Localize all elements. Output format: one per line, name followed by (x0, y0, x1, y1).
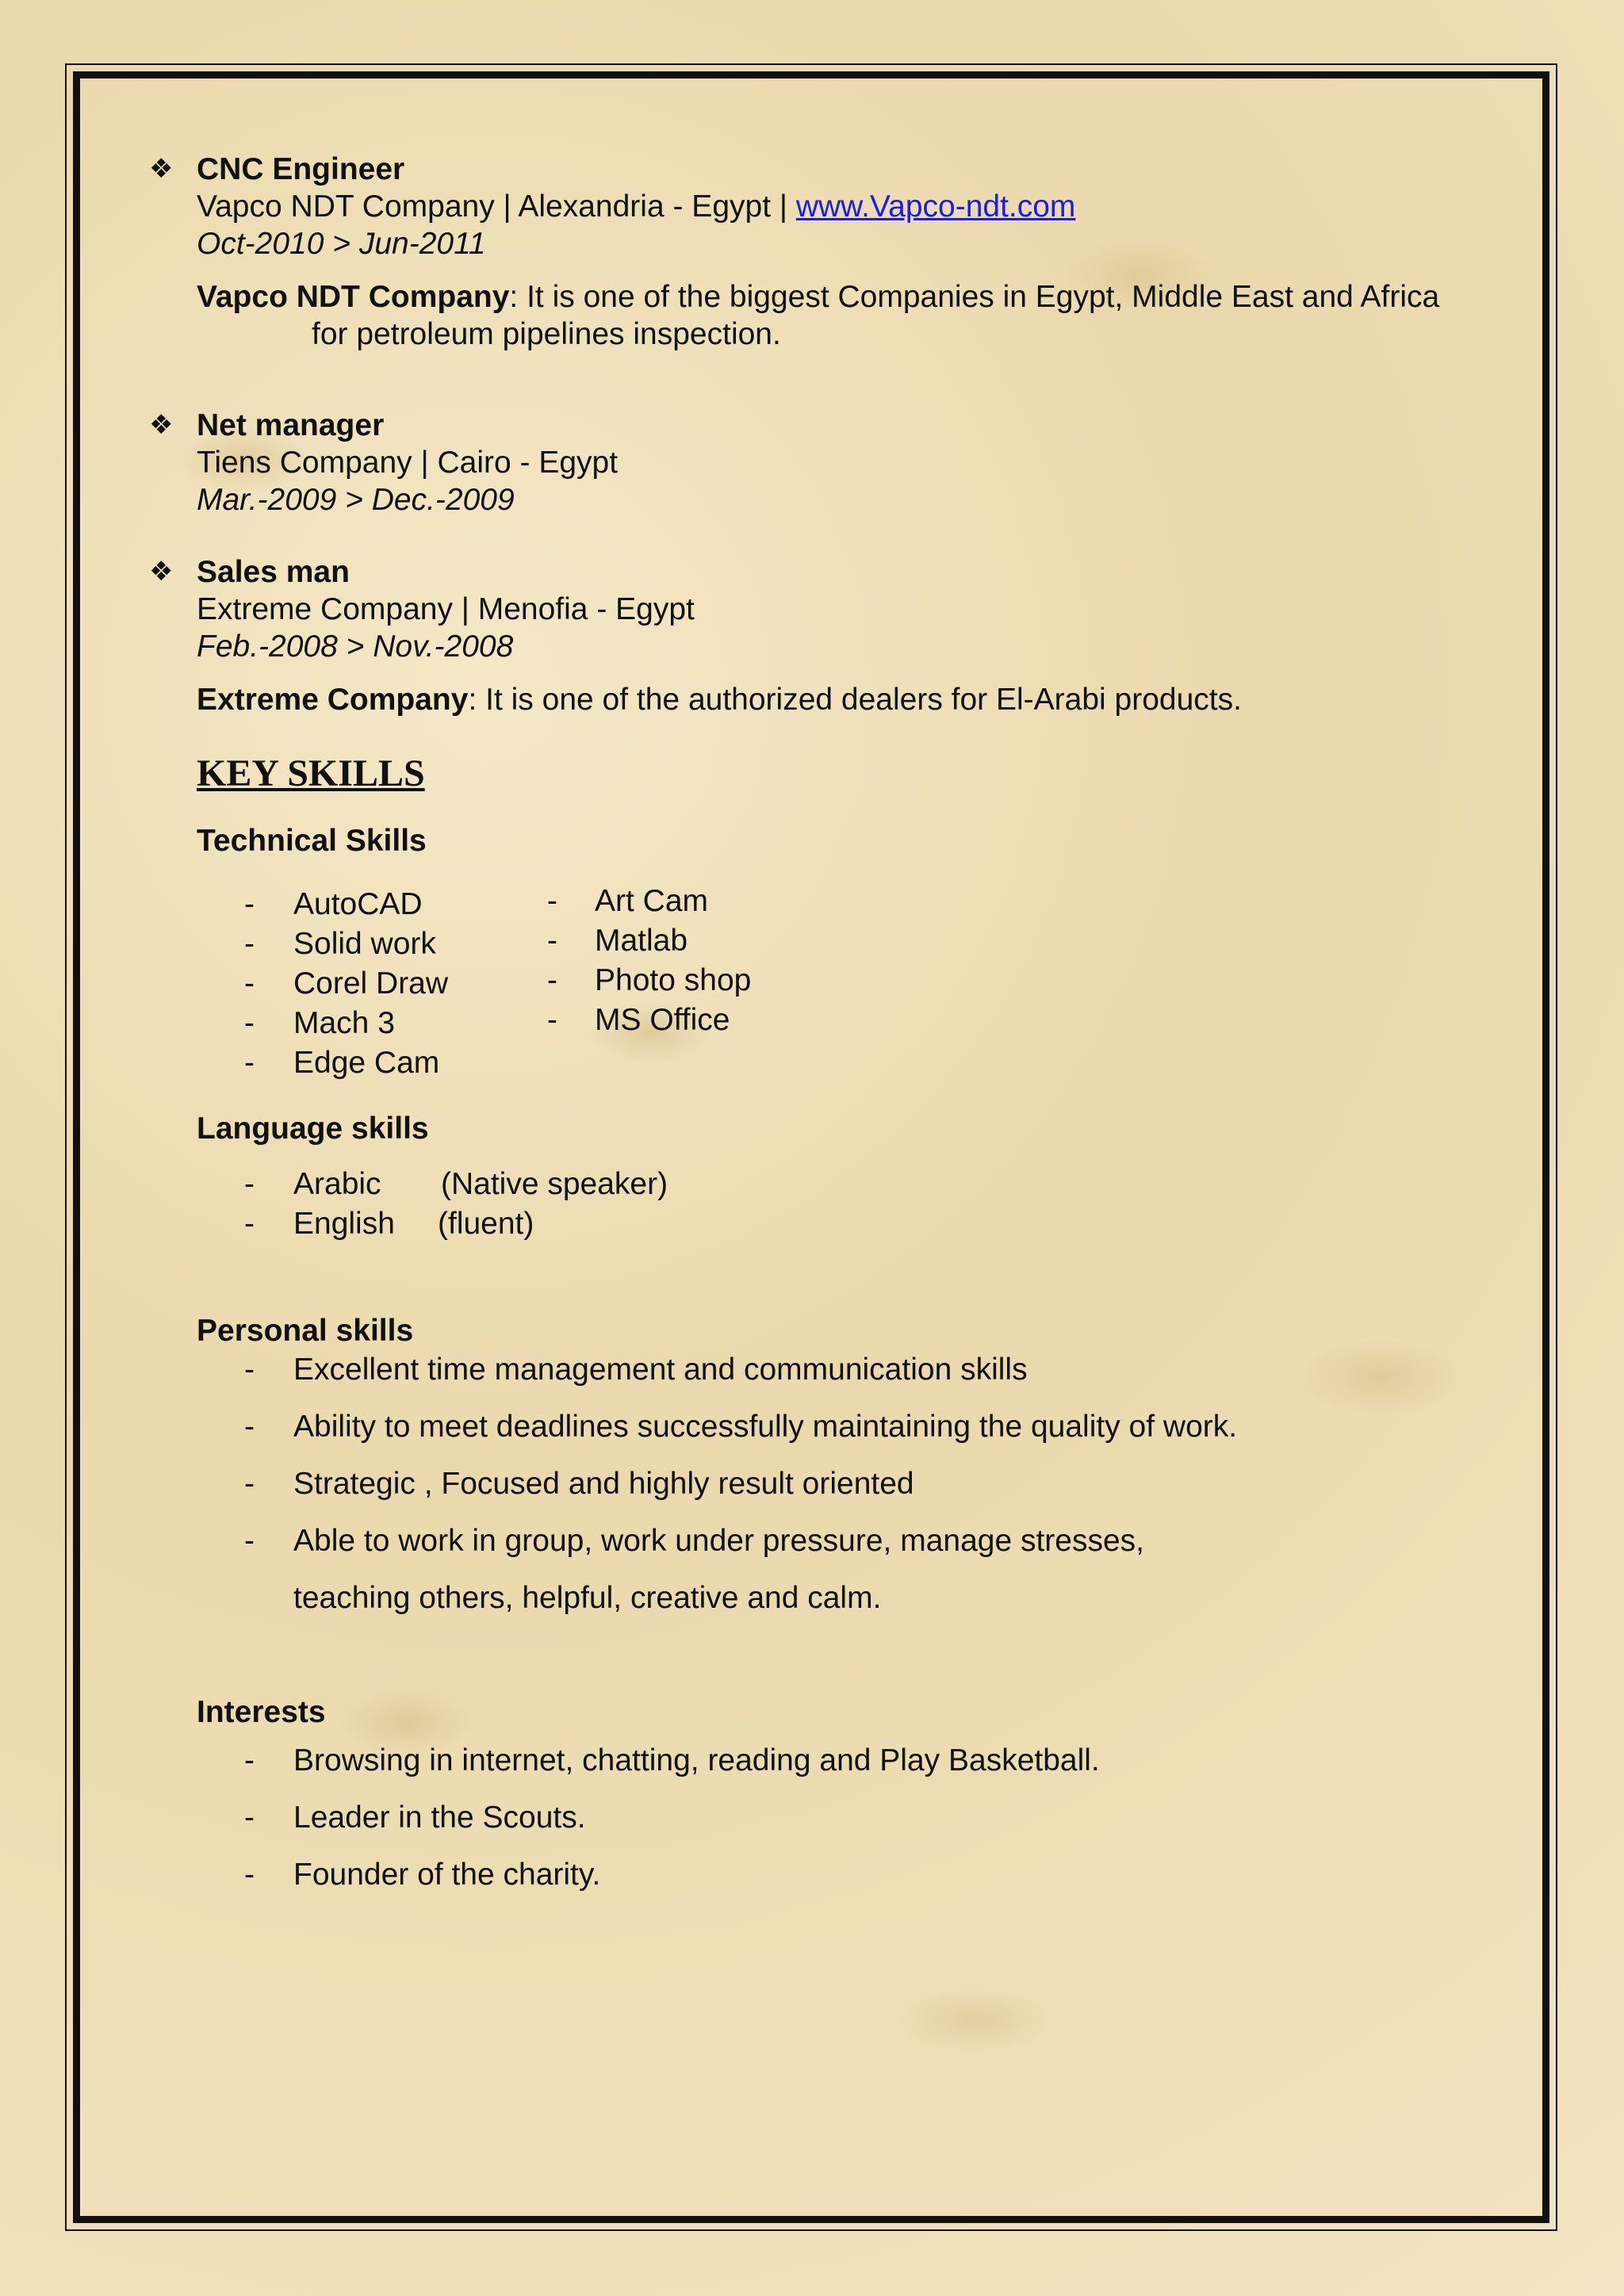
list-item (197, 1846, 1465, 1904)
company-location: Vapco NDT Company | Alexandria - Egypt | (197, 189, 796, 224)
technical-skills-heading: Technical Skills (197, 824, 427, 858)
dash-icon: - (244, 1353, 255, 1387)
skill-label: Corel Draw (293, 966, 449, 1001)
technical-skills-column-2 (517, 882, 751, 1083)
skill-text: Strategic , Focused and highly result oriented (293, 1467, 914, 1501)
diamond-bullet-icon: ❖ (149, 153, 174, 185)
job-entry-net-manager (149, 407, 1465, 519)
skill-label: Mach 3 (293, 1006, 395, 1040)
list-item (197, 1165, 1465, 1204)
skill-text: Able to work in group, work under pressure, manage stresses, teaching others, helpful, creative and calm. (293, 1524, 1145, 1615)
list-item (197, 1204, 1465, 1244)
company-line: Extreme Company | Menofia - Egypt (197, 592, 695, 626)
dash-icon: - (244, 966, 255, 1001)
job-title: Sales man (197, 555, 350, 589)
job-entry-sales-man (149, 553, 1465, 718)
skill-label: Edge Cam (293, 1046, 440, 1080)
company-line (197, 188, 1465, 225)
dash-icon: - (244, 1006, 255, 1040)
skill-label: Solid work (293, 927, 436, 961)
interest-text: Browsing in internet, chatting, reading and Play Basketball. (293, 1743, 1100, 1777)
dash-icon: - (244, 1410, 255, 1444)
list-item (197, 885, 517, 924)
technical-skills-grid (197, 885, 1465, 1083)
language-skills-heading: Language skills (197, 1112, 429, 1146)
list-item (197, 964, 517, 1004)
language-name: English (293, 1207, 395, 1241)
interest-text: Founder of the charity. (293, 1858, 601, 1892)
company-description-text: : It is one of the biggest Companies in Egypt, Middle East and Africa for petroleum pipelines inspection. (312, 280, 1440, 351)
list-item (197, 1341, 1465, 1399)
list-item (197, 1513, 1465, 1627)
dash-icon: - (244, 1046, 255, 1080)
diamond-bullet-icon: ❖ (149, 409, 174, 441)
list-item (197, 1043, 517, 1083)
personal-skills-list (197, 1341, 1465, 1627)
company-website-link[interactable]: www.Vapco-ndt.com (795, 189, 1076, 224)
company-description-text: : It is one of the authorized dealers for El-Arabi products. (468, 683, 1242, 717)
dash-icon: - (547, 924, 557, 958)
interests-list (197, 1732, 1465, 1904)
job-dates: Mar.-2009 > Dec.-2009 (197, 483, 515, 517)
dash-icon: - (244, 1467, 255, 1501)
diamond-bullet-icon: ❖ (149, 556, 174, 587)
company-description (197, 278, 1465, 353)
interests-heading: Interests (197, 1695, 326, 1729)
skill-label: Photo shop (595, 963, 752, 997)
list-item (517, 961, 751, 1001)
dash-icon: - (244, 1167, 255, 1201)
company-line: Tiens Company | Cairo - Egypt (197, 446, 619, 480)
dash-icon: - (547, 1003, 557, 1037)
list-item (517, 1001, 751, 1040)
key-skills-heading: KEY SKILLS (197, 752, 425, 794)
list-item (197, 1399, 1465, 1456)
list-item (197, 1456, 1465, 1513)
job-title: Net manager (197, 408, 385, 442)
interest-text: Leader in the Scouts. (293, 1800, 586, 1835)
skill-label: Art Cam (595, 884, 709, 918)
skill-text: Excellent time management and communication skills (293, 1353, 1028, 1387)
company-name: Extreme Company (197, 683, 469, 717)
list-item (517, 921, 751, 961)
company-name: Vapco NDT Company (197, 280, 510, 314)
job-dates: Feb.-2008 > Nov.-2008 (197, 629, 514, 664)
dash-icon: - (244, 1800, 255, 1835)
dash-icon: - (244, 1524, 255, 1558)
job-entry-cnc-engineer (149, 151, 1465, 353)
dash-icon: - (244, 887, 255, 921)
company-description (197, 681, 1465, 718)
job-title: CNC Engineer (197, 152, 405, 186)
personal-skills-heading: Personal skills (197, 1314, 414, 1348)
list-item (197, 1004, 517, 1043)
list-item (197, 1789, 1465, 1846)
technical-skills-column-1 (197, 885, 517, 1083)
list-item (197, 924, 517, 964)
skill-label: Matlab (595, 924, 688, 958)
language-level: (fluent) (438, 1207, 534, 1241)
dash-icon: - (244, 1743, 255, 1777)
dash-icon: - (244, 1858, 255, 1892)
dash-icon: - (547, 963, 557, 997)
dash-icon: - (547, 884, 557, 918)
skill-label: AutoCAD (293, 887, 423, 921)
list-item (517, 882, 751, 921)
list-item (197, 1732, 1465, 1789)
resume-content (149, 151, 1465, 1904)
skill-text: Ability to meet deadlines successfully maintaining the quality of work. (293, 1410, 1238, 1444)
language-skills-list (197, 1165, 1465, 1244)
job-dates: Oct-2010 > Jun-2011 (197, 227, 486, 261)
dash-icon: - (244, 927, 255, 961)
language-name: Arabic (293, 1167, 381, 1201)
language-level: (Native speaker) (441, 1167, 668, 1201)
skill-label: MS Office (595, 1003, 730, 1037)
dash-icon: - (244, 1207, 255, 1241)
